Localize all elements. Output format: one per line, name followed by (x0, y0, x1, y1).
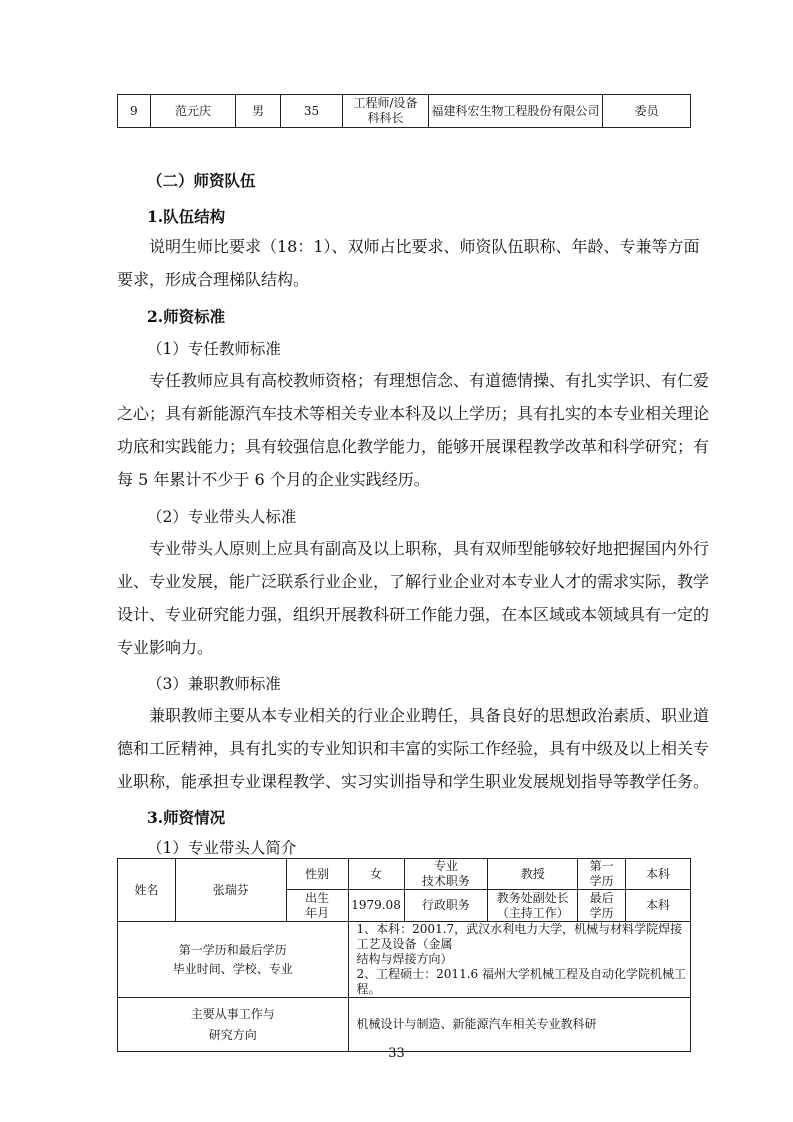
para-line: 兼职教师主要从本专业相关的行业企业聘任，具备良好的思想政治素质、职业道 (149, 706, 710, 725)
gender-value: 女 (348, 859, 404, 890)
cell-no: 9 (118, 95, 151, 128)
para-line: 功底和实践能力；具有较强信息化教学能力，能够开展课程教学改革和科学研究；有 (117, 437, 710, 456)
para-line: 专业带头人原则上应具有副高及以上职称，具有双师型能够较好地把握国内外行 (149, 539, 710, 558)
cell-title-line2: 科科长 (367, 111, 404, 125)
heading-structure: 1.队伍结构 (147, 207, 226, 226)
leader-profile-table (117, 858, 691, 1052)
para-line: 设计、专业研究能力强，组织开展教科研工作能力强，在本区域或本领域具有一定的 (117, 605, 710, 624)
cell-title-line1: 工程师/设备 (353, 96, 418, 110)
table-row (118, 95, 691, 128)
sub-leader: （2）专业带头人标准 (147, 508, 297, 526)
table-row (118, 998, 691, 1052)
para-line: 业职称，能承担专业课程教学、实习实训指导和学生职业发展规划指导等教学任务。 (117, 772, 710, 791)
sub-fulltime: （1）专任教师标准 (147, 340, 281, 358)
edu-line2: 结构与焊接方向） (356, 952, 453, 966)
work-label-line2: 研究方向 (208, 1027, 257, 1042)
para-line: 之心；具有新能源汽车技术等相关专业本科及以上学历；具有扎实的本专业相关理论 (117, 404, 710, 423)
para-line: 说明生师比要求（18：1）、双师占比要求、师资队伍职称、年龄、专兼等方面 (149, 237, 700, 256)
cell-org: 福建科宏生物工程股份有限公司 (428, 95, 602, 128)
cell-name: 范元庆 (150, 95, 236, 128)
cell-gender: 男 (236, 95, 280, 128)
para-line: 专任教师应具有高校教师资格；有理想信念、有道德情操、有扎实学识、有仁爱 (149, 371, 710, 390)
para-line: 要求，形成合理梯队结构。 (117, 270, 310, 289)
para-line: 德和工匠精神，具有扎实的专业知识和丰富的实际工作经验，具有中级及以上相关专 (117, 739, 710, 758)
table-row (118, 859, 691, 890)
sub-leader-intro: （1）专业带头人简介 (147, 839, 297, 857)
name-label: 姓名 (118, 859, 176, 922)
page-number: 33 (388, 1046, 405, 1061)
para-structure (117, 230, 700, 296)
heading-standards: 2.师资标准 (147, 307, 226, 326)
committee-table (117, 94, 691, 128)
name-value: 张瑞芬 (175, 859, 286, 922)
tech-label (404, 859, 488, 890)
last-edu-label-line2: 学历 (589, 905, 614, 920)
edu-label-line2: 毕业时间、学校、专业 (172, 961, 293, 976)
gender-label: 性别 (286, 859, 348, 890)
first-edu-label-line2: 学历 (589, 874, 614, 888)
para-line: 业、专业发展，能广泛联系行业企业，了解行业企业对本专业人才的需求实际，教学 (117, 572, 710, 591)
work-label-line1: 主要从事工作与 (190, 1006, 275, 1021)
edu-label-line1: 第一学历和最后学历 (178, 942, 287, 957)
para-line: 专业影响力。 (117, 638, 214, 657)
section-title: （二）师资队伍 (147, 171, 256, 190)
first-edu-value: 本科 (626, 859, 691, 890)
heading-situation: 3.师资情况 (147, 808, 226, 827)
admin-value-line2: （主持工作） (496, 905, 569, 920)
last-edu-label (578, 890, 626, 922)
birth-label-line2: 年月 (305, 905, 330, 920)
edu-label (118, 922, 349, 998)
sub-parttime: （3）兼职教师标准 (147, 675, 281, 693)
last-edu-value: 本科 (626, 890, 691, 922)
table-row (118, 922, 691, 998)
admin-label: 行政职务 (404, 890, 488, 922)
tech-value: 教授 (488, 859, 578, 890)
first-edu-label (578, 859, 626, 890)
edu-line3: 2、工程硕士：2011.6 福州大学机械工程及自动化学院机械工程。 (356, 967, 686, 996)
first-edu-label-line1: 第一 (589, 859, 614, 873)
para-fulltime (117, 364, 710, 496)
cell-age: 35 (280, 95, 342, 128)
edu-value (348, 922, 690, 998)
para-parttime (117, 699, 710, 798)
last-edu-label-line1: 最后 (589, 890, 614, 905)
edu-line1: 1、本科：2001.7，武汉水利电力大学，机械与材料学院焊接工艺及设备（金属 (356, 922, 683, 951)
admin-value (488, 890, 578, 922)
tech-label-line1: 专业 (433, 859, 458, 873)
para-line: 每 5 年累计不少于 6 个月的企业实践经历。 (117, 470, 430, 489)
work-value: 机械设计与制造、新能源汽车相关专业教科研 (348, 998, 690, 1052)
para-leader (117, 532, 710, 664)
birth-value: 1979.08 (348, 890, 404, 922)
tech-label-line2: 技术职务 (421, 874, 470, 888)
cell-title (343, 95, 429, 128)
birth-label-line1: 出生 (305, 890, 330, 905)
cell-role: 委员 (603, 95, 691, 128)
birth-label (286, 890, 348, 922)
admin-value-line1: 教务处副处长 (496, 890, 569, 905)
work-label (118, 998, 349, 1052)
